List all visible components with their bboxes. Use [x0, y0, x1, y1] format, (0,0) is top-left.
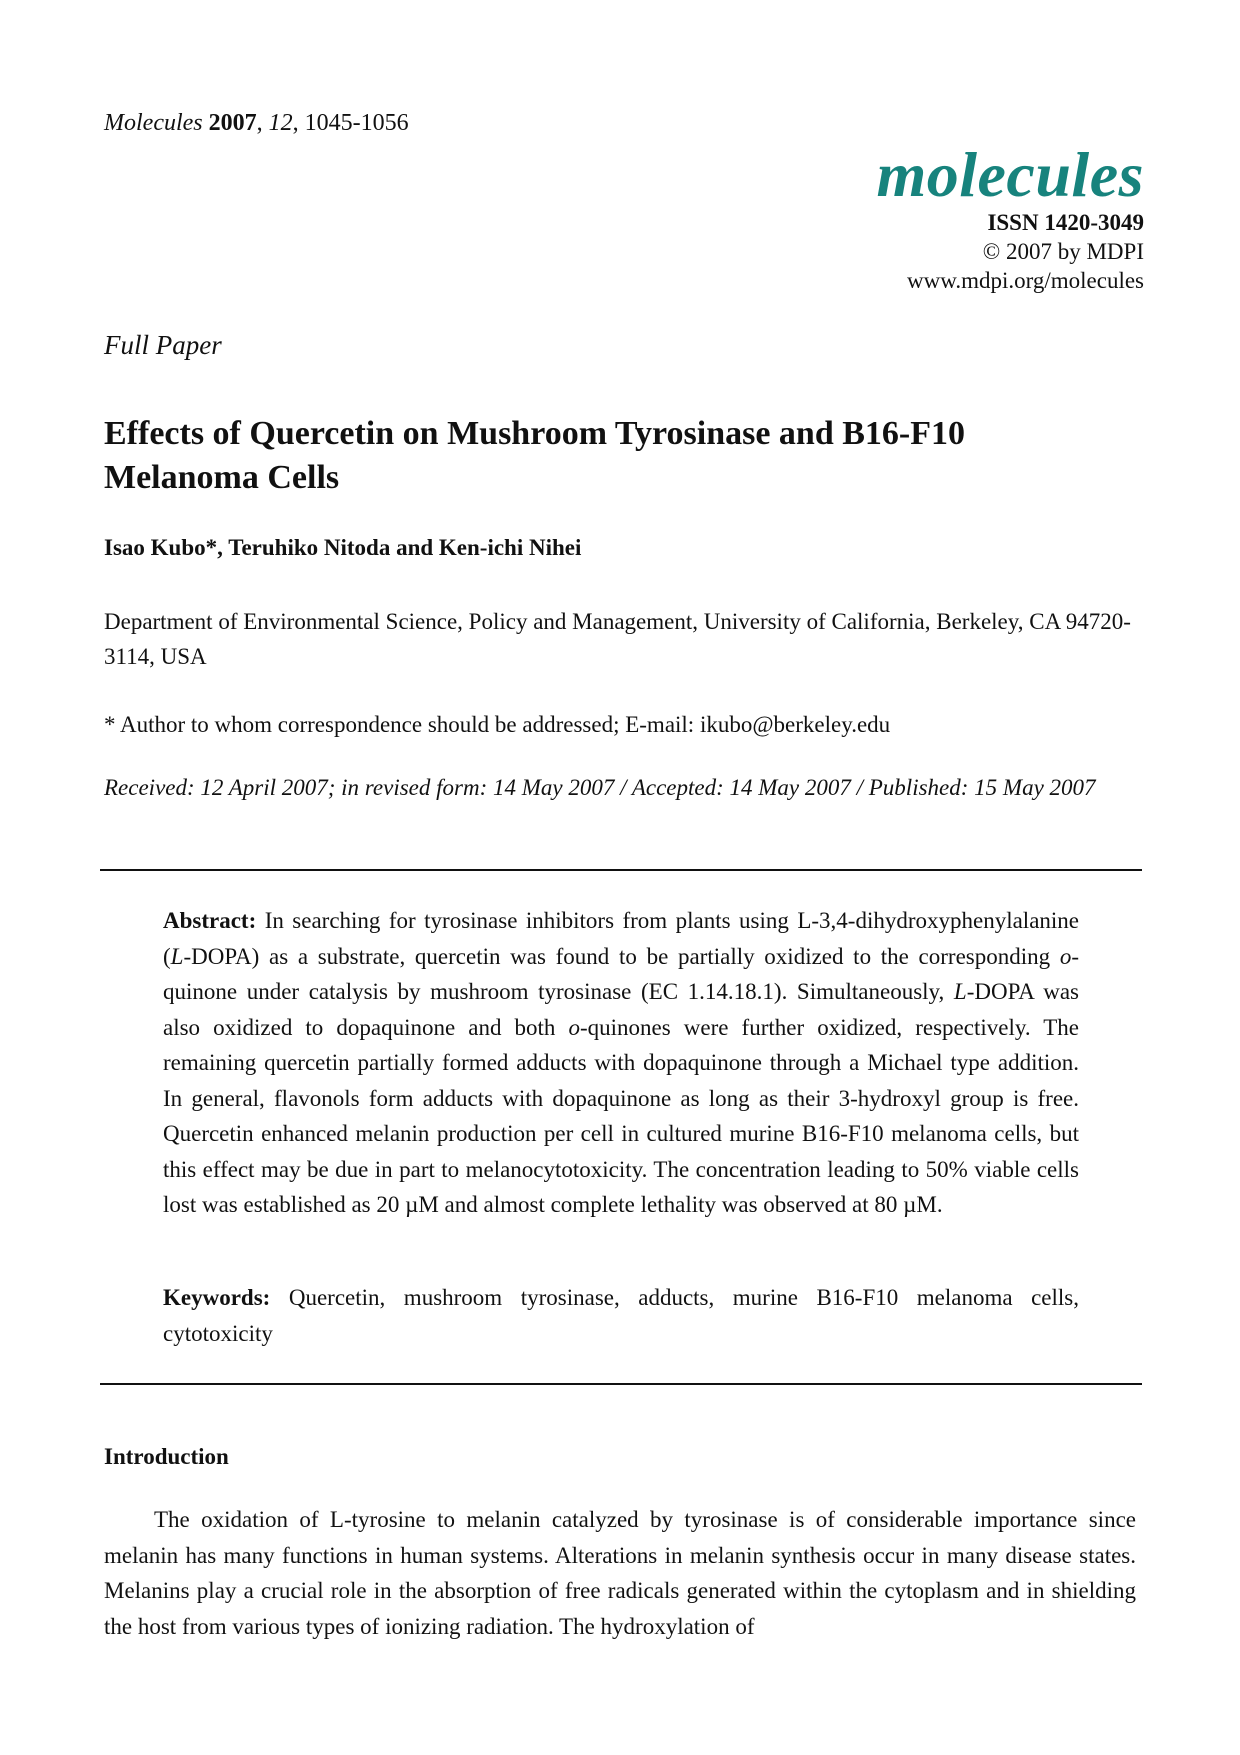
journal-volume: 12 [268, 110, 293, 136]
abstract-text: -3,4-dihydroxyphenylalanine ( [163, 908, 1079, 969]
stereo-prefix: L [797, 908, 812, 933]
divider-top [100, 869, 1142, 871]
affiliation: Department of Environmental Science, Policy and Management, University of California, Berkeley, CA 94720-3114, USA [104, 609, 1131, 669]
stereo-prefix: L [170, 943, 184, 969]
copyright: © 2007 by MDPI [982, 239, 1144, 264]
paper-title: Effects of Quercetin on Mushroom Tyrosinase and B16-F10 Melanoma Cells [104, 415, 966, 496]
abstract-text: -DOPA was also oxidized to dopaquinone and both [163, 979, 1080, 1040]
journal-name: Molecules [104, 110, 203, 136]
abstract-text: -quinone under catalysis by mushroom tyrosinase (EC 1.14.18.1). Simultaneously, [163, 943, 1079, 1004]
abstract-text: In searching for tyrosinase inhibitors from plants using [256, 908, 798, 933]
keywords [163, 1280, 1079, 1351]
abstract-text: -DOPA) as a substrate, quercetin was found to be partially oxidized to the corresponding [183, 943, 1060, 969]
publication-dates: Received: 12 April 2007; in revised form: 14 May 2007 / Accepted: 14 May 2007 / Published: 15 May 2007 [104, 775, 1096, 800]
keywords-text: Quercetin, mushroom tyrosinase, adducts, murine B16-F10 melanoma cells, cytotoxicity [163, 1285, 1079, 1346]
journal-logo: molecules [876, 139, 1144, 210]
journal-brand [744, 139, 1144, 295]
section-heading-introduction: Introduction [104, 1444, 229, 1469]
stereo-prefix: L [329, 1507, 344, 1532]
journal-citation: Molecules 2007, 12, 1045-1056 [104, 110, 409, 136]
journal-pages: 1045-1056 [304, 110, 409, 136]
stereo-prefix: L [953, 979, 967, 1004]
intro-text: The oxidation of [154, 1507, 330, 1532]
intro-text: -tyrosine to melanin catalyzed by tyrosinase is of considerable importance since melanin has many functions in human systems. Alterations in melanin synthesis occur in many disease states. Melanins play a crucial role in the absorption of free radicals generated within the cytoplasm and in shielding the host from various types of ionizing radiation. The hydroxylation of [104, 1507, 1136, 1639]
paper-type: Full Paper [104, 330, 222, 360]
abstract-label: Abstract: [163, 908, 257, 933]
abstract [163, 903, 1079, 1223]
keywords-label: Keywords: [163, 1285, 271, 1310]
introduction-paragraph [104, 1502, 1136, 1644]
ortho-prefix: o [1059, 943, 1072, 969]
issn: ISSN 1420-3049 [987, 210, 1144, 235]
journal-url: www.mdpi.org/molecules [907, 268, 1144, 293]
divider-bottom [100, 1383, 1142, 1385]
author-list: Isao Kubo*, Teruhiko Nitoda and Ken-ichi Nihei [104, 535, 582, 560]
abstract-text: -quinones were further oxidized, respectively. The remaining quercetin partially formed adducts with dopaquinone through a Michael type addition. In general, flavonols form adducts with dopaquinone as long as their 3-hydroxyl group is free. Quercetin enhanced melanin production per cell in cultured murine B16-F10 melanoma cells, but this effect may be due in part to melanocytotoxicity. The concentration leading to 50% viable cells lost was established as 20 µM and almost complete lethality was observed at 80 µM. [163, 1014, 1080, 1217]
journal-year: 2007 [208, 110, 257, 136]
ortho-prefix: o [568, 1014, 580, 1040]
correspondence-note: * Author to whom correspondence should be addressed; E-mail: ikubo@berkeley.edu [104, 712, 891, 737]
